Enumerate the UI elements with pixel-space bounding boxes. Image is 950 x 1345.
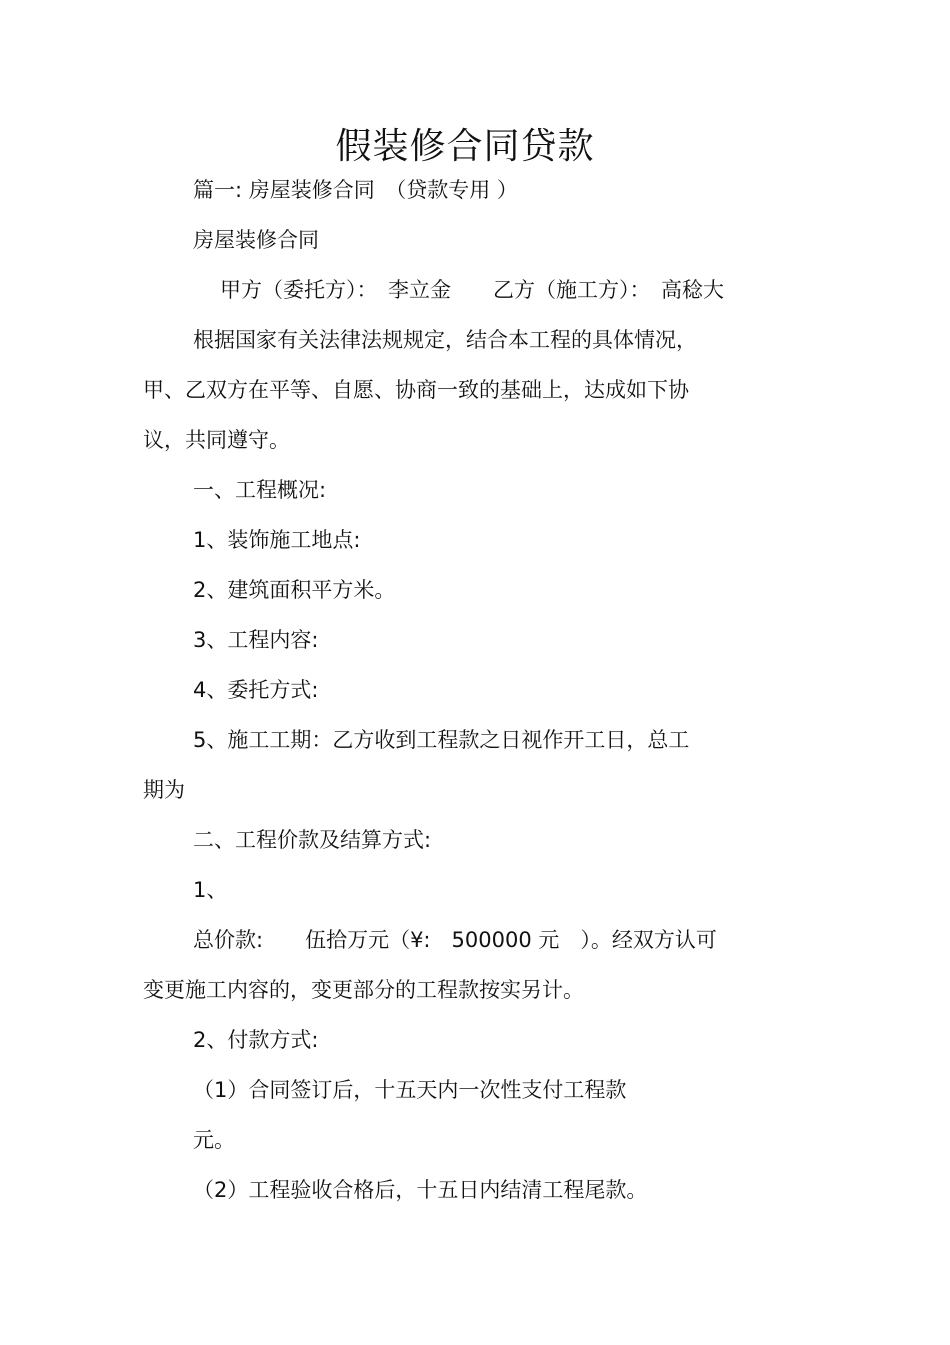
section-heading-overview: 一、工程概况:	[193, 478, 327, 502]
document-title: 假装修合同贷款	[335, 126, 595, 167]
text-line-part-heading: 篇一: 房屋装修合同 （贷款专用 ）	[193, 178, 518, 202]
text-line-item-3: 3、工程内容:	[193, 628, 319, 652]
text-line-item-4: 4、委托方式:	[193, 678, 319, 702]
text-line-price-1: 1、	[193, 878, 228, 902]
text-line-preamble-3: 议，共同遵守。	[143, 428, 290, 452]
text-line-total-price: 总价款: 伍拾万元（¥: 500000 元 ）。经双方认可	[193, 928, 717, 952]
text-line-parties: 甲方（委托方）： 李立金 乙方（施工方）： 高稔大	[220, 278, 724, 302]
section-heading-price: 二、工程价款及结算方式:	[193, 828, 432, 852]
text-line-payment-method: 2、付款方式:	[193, 1028, 319, 1052]
text-line-item-5: 5、施工工期：乙方收到工程款之日视作开工日，总工	[193, 728, 690, 752]
text-line-preamble-1: 根据国家有关法律法规规定，结合本工程的具体情况，	[193, 328, 697, 352]
text-line-payment-1-cont: 元。	[193, 1128, 235, 1152]
text-line-item-1: 1、装饰施工地点:	[193, 528, 361, 552]
text-line-item-5-cont: 期为	[143, 778, 185, 802]
text-line-preamble-2: 甲、乙双方在平等、自愿、协商一致的基础上，达成如下协	[143, 378, 689, 402]
text-line-payment-2: （2）工程验收合格后，十五日内结清工程尾款。	[193, 1178, 648, 1202]
text-line-payment-1: （1）合同签订后，十五天内一次性支付工程款	[193, 1078, 627, 1102]
text-line-item-2: 2、建筑面积平方米。	[193, 578, 396, 602]
text-line-contract-name: 房屋装修合同	[193, 228, 319, 252]
text-line-total-price-cont: 变更施工内容的，变更部分的工程款按实另计。	[143, 978, 584, 1002]
